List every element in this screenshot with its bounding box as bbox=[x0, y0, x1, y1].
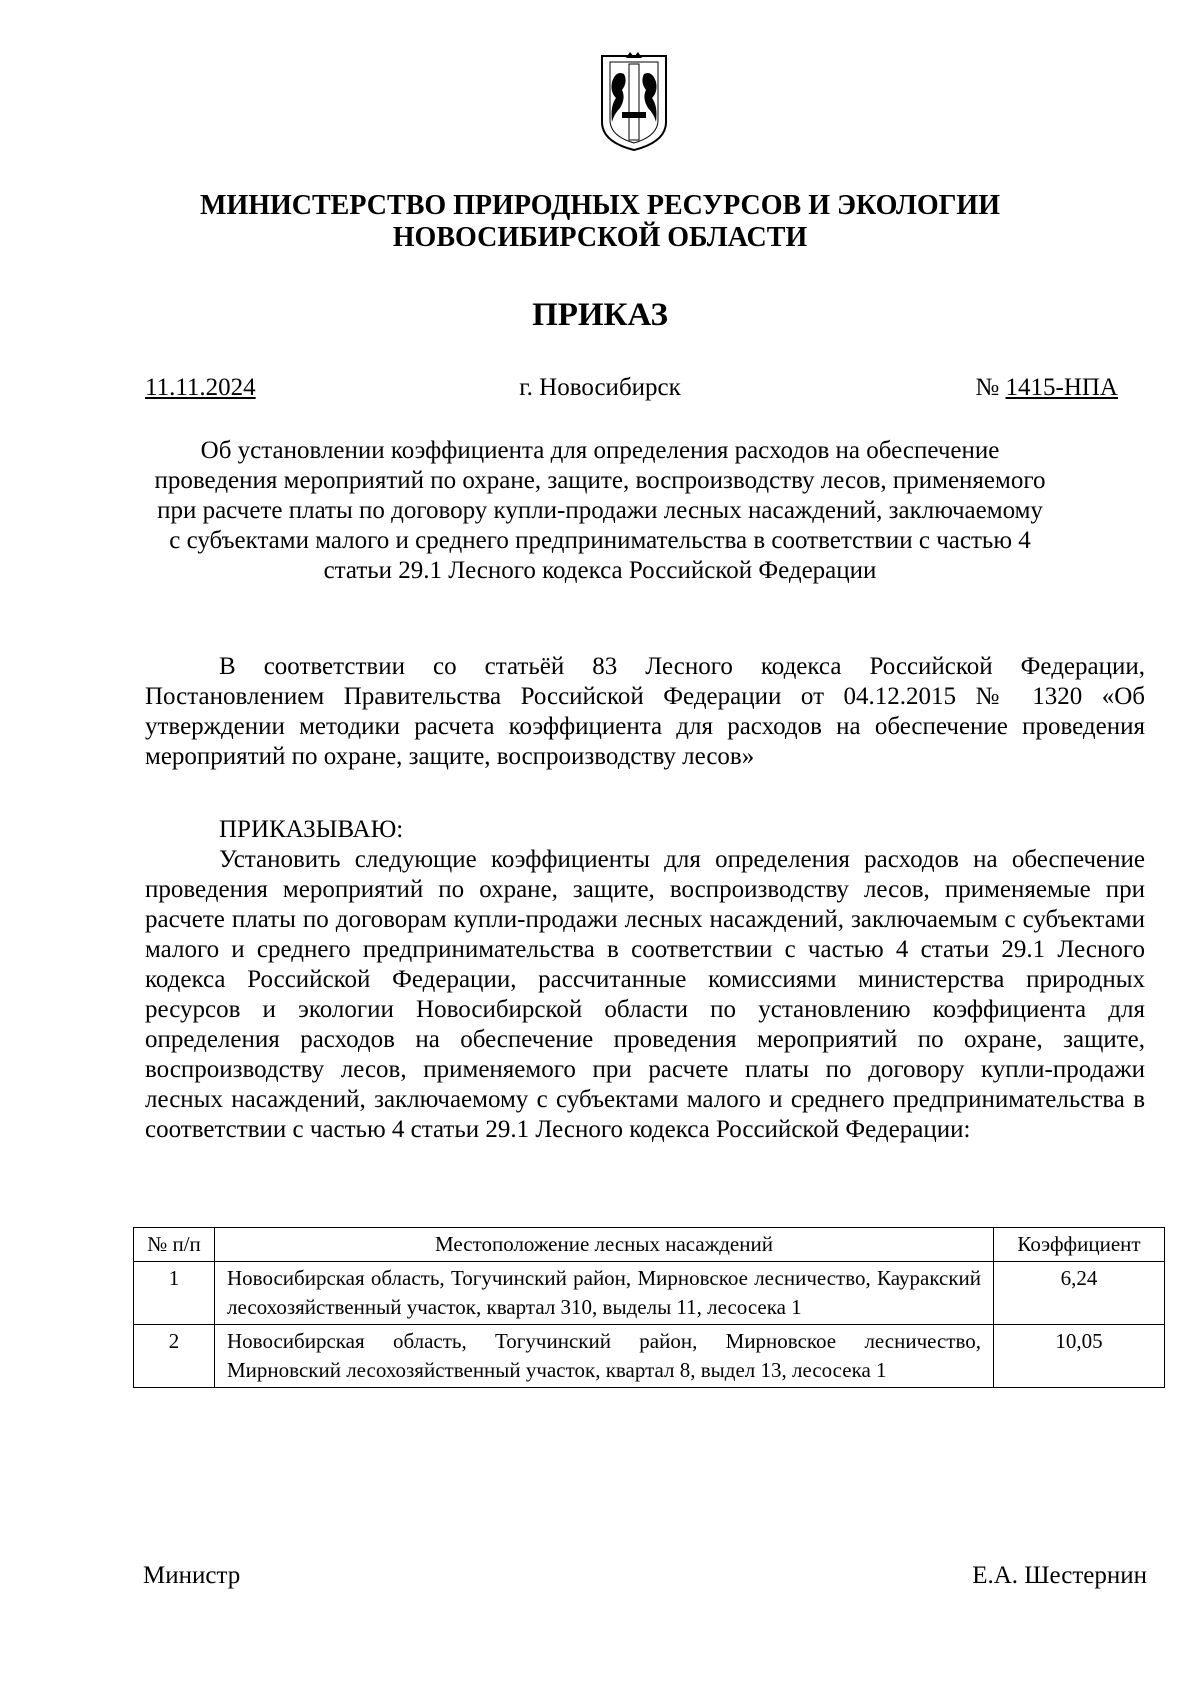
ministry-name-line1: МИНИСТЕРСТВО ПРИРОДНЫХ РЕСУРСОВ И ЭКОЛОГИИ bbox=[200, 190, 1000, 221]
row-coefficient: 6,24 bbox=[994, 1262, 1165, 1325]
table-row bbox=[134, 1262, 1165, 1325]
row-num: 2 bbox=[134, 1325, 215, 1388]
document-number-prefix: № bbox=[975, 374, 1000, 401]
legal-basis-paragraph: В соответствии со статьёй 83 Лесного кодекса Российской Федерации, Постановлением Правительства Российской Федерации от 04.12.2015 № 1320 «Об утверждении методики расчета коэффициента для расходов на обеспечение проведения мероприятий по охране, защите, воспроизводству лесов» bbox=[145, 653, 1145, 770]
document-number-value: 1415-НПА bbox=[1005, 374, 1118, 401]
ministry-name-line2: НОВОСИБИРСКОЙ ОБЛАСТИ bbox=[392, 222, 808, 253]
document-subject: Об установлении коэффициента для определения расходов на обеспечение проведения мероприятий по охране, защите, воспроизводству лесов, применяемого при расчете платы по договору купли-продажи лесных насаждений, заключаемому с субъектами малого и среднего предпринимательства в соответствии с частью 4 статьи 29.1 Лесного кодекса Российской Федерации bbox=[154, 437, 1046, 584]
header-num: № п/п bbox=[134, 1228, 215, 1262]
header-location: Местоположение лесных насаждений bbox=[215, 1228, 994, 1262]
document-city: г. Новосибирск bbox=[519, 374, 681, 401]
ordering-word: ПРИКАЗЫВАЮ: bbox=[219, 816, 404, 843]
document-number bbox=[975, 373, 1118, 403]
document-type-title: ПРИКАЗ bbox=[532, 297, 668, 333]
order-paragraph: Установить следующие коэффициенты для определения расходов на обеспечение проведения мероприятий по охране, защите, воспроизводству лесов, применяемые при расчете платы по договорам купли-продажи лесных насаждений, заключаемым с субъектами малого и среднего предпринимательства в соответствии с частью 4 статьи 29.1 Лесного кодекса Российской Федерации, рассчитанные комиссиями министерства природных ресурсов и экологии Новосибирской области по установлению коэффициента для определения расходов на обеспечение проведения мероприятий по охране, защите, воспроизводству лесов, применяемого при расчете платы по договору купли-продажи лесных насаждений, заключаемому с субъектами малого и среднего предпринимательства в соответствии с частью 4 статьи 29.1 Лесного кодекса Российской Федерации: bbox=[145, 846, 1145, 1143]
row-coefficient: 10,05 bbox=[994, 1325, 1165, 1388]
table-row bbox=[134, 1325, 1165, 1388]
row-num: 1 bbox=[134, 1262, 215, 1325]
document-date: 11.11.2024 bbox=[145, 374, 256, 401]
signatory-position: Министр bbox=[143, 1562, 241, 1589]
table-header-row bbox=[134, 1228, 1165, 1262]
row-location: Новосибирская область, Тогучинский район, Мирновское лесничество, Кауракский лесохозяйственный участок, квартал 310, выделы 11, лесосека 1 bbox=[215, 1262, 994, 1325]
coefficients-table bbox=[133, 1227, 1165, 1388]
coat-of-arms-emblem bbox=[600, 52, 668, 152]
header-coefficient: Коэффициент bbox=[994, 1228, 1165, 1262]
row-location: Новосибирская область, Тогучинский район, Мирновское лесничество, Мирновский лесохозяйственный участок, квартал 8, выдел 13, лесосека 1 bbox=[215, 1325, 994, 1388]
ministry-name bbox=[0, 190, 1200, 254]
signatory-name: Е.А. Шестернин bbox=[972, 1562, 1147, 1589]
